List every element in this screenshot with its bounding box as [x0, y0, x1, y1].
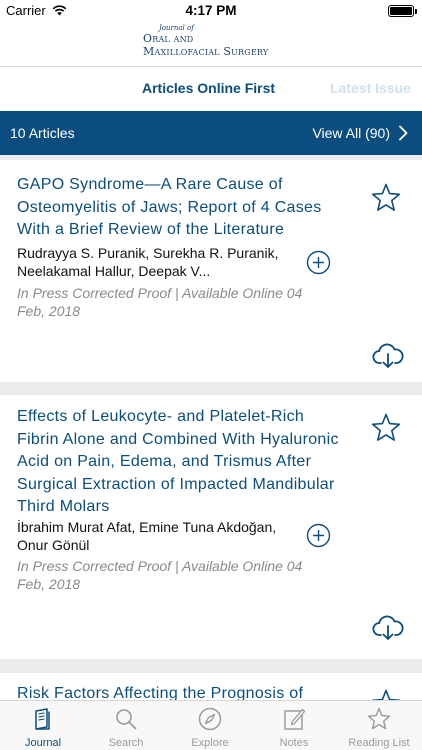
tab-articles-online-first[interactable]: Articles Online First: [142, 80, 276, 96]
article-authors: Rudrayya S. Puranik, Surekha R. Puranik, Neelakamal Hallur, Deepak V...: [17, 245, 279, 279]
favorite-star-icon[interactable]: [370, 412, 402, 444]
tabbar-explore-label: Explore: [191, 737, 229, 749]
article-authors: İbrahim Murat Afat, Emine Tuna Akdoğan, Onur Gönül: [17, 519, 277, 553]
article-meta: In Press Corrected Proof | Available Online 04 Feb, 2018: [17, 558, 303, 592]
favorite-star-icon[interactable]: [370, 182, 402, 214]
journal-logo: [143, 24, 283, 64]
logo-line2-text: Maxillofacial Surgery: [143, 45, 269, 58]
list-header-bar: [0, 111, 422, 155]
battery-icon: [388, 5, 414, 17]
cloud-download-icon[interactable]: [372, 343, 404, 369]
article-meta: In Press Corrected Proof | Available Online 04 Feb, 2018: [17, 285, 303, 319]
star-icon: [366, 706, 392, 732]
segment-tabs: [0, 67, 422, 111]
tabbar-journal-label: Journal: [24, 737, 62, 749]
tabbar-reading-list-label: Reading List: [348, 737, 410, 749]
article-title[interactable]: GAPO Syndrome—A Rare Cause of Osteomyelitis of Jaws; Report of 4 Cases With a Brief Review of the Literature: [17, 176, 322, 238]
search-icon: [113, 706, 139, 732]
article-count: 10 Articles: [10, 125, 75, 141]
tab-latest-issue[interactable]: Latest Issue: [330, 80, 411, 96]
tabbar-journal[interactable]: [1, 701, 85, 750]
tabbar-reading-list[interactable]: [337, 701, 421, 750]
logo-line1-text: Oral and: [143, 32, 194, 45]
article-card[interactable]: [0, 160, 422, 382]
compass-icon: [197, 706, 223, 732]
favorite-star-icon[interactable]: [370, 688, 402, 700]
journal-icon: [30, 706, 56, 732]
cloud-download-icon[interactable]: [372, 615, 404, 641]
bottom-tab-bar: [0, 700, 422, 750]
tabbar-explore[interactable]: [168, 701, 252, 750]
article-card[interactable]: [0, 395, 422, 659]
article-list: [0, 155, 422, 700]
tabbar-notes[interactable]: [252, 701, 336, 750]
chevron-right-icon[interactable]: [398, 125, 408, 141]
clock: 4:17 PM: [185, 3, 237, 18]
tabbar-search-label: Search: [108, 737, 144, 749]
article-card[interactable]: [0, 673, 422, 700]
status-bar: [0, 0, 422, 22]
article-title[interactable]: Risk Factors Affecting the Prognosis of: [17, 685, 304, 700]
add-to-list-icon[interactable]: [306, 523, 331, 548]
logo-journal-text: Journal of: [159, 24, 194, 32]
tabbar-notes-label: Notes: [279, 737, 309, 749]
article-title[interactable]: Effects of Leukocyte- and Platelet-Rich Fibrin Alone and Combined With Hyaluronic Acid on Pain, Edema, and Trismus After Surgical Extraction of Impacted Mandibular Third Molars: [17, 408, 339, 515]
carrier-label: Carrier: [6, 3, 46, 18]
notes-icon: [281, 706, 307, 732]
view-all-button[interactable]: View All (90): [312, 125, 390, 141]
add-to-list-icon[interactable]: [306, 250, 331, 275]
tabbar-search[interactable]: [84, 701, 168, 750]
